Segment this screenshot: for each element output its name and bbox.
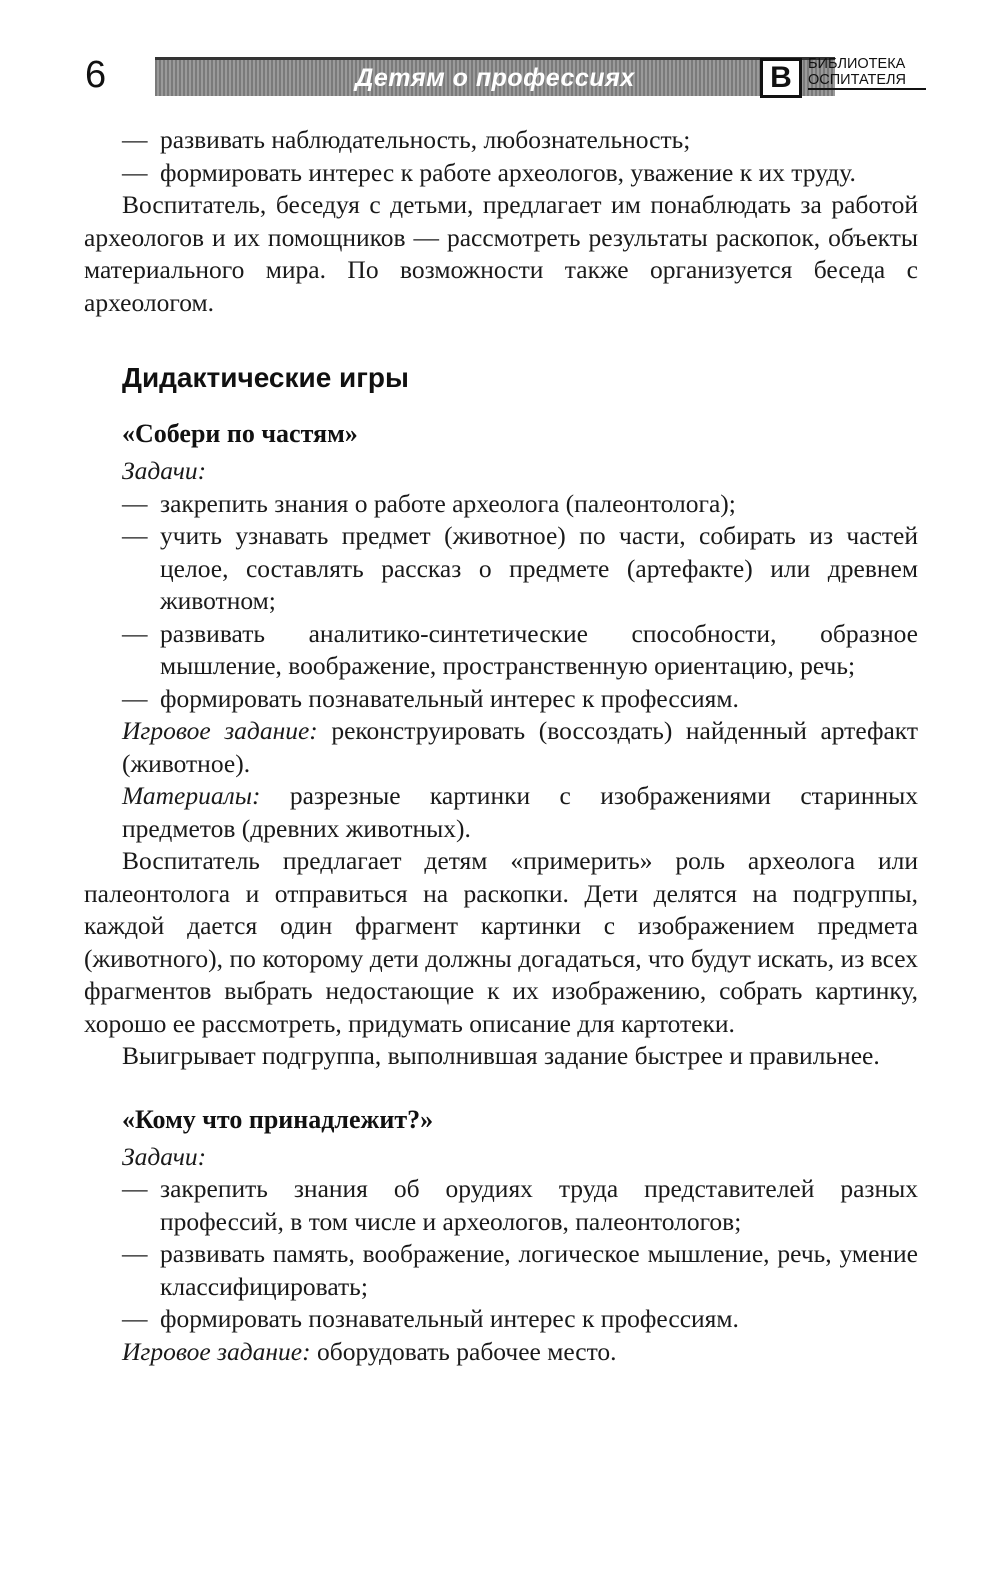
game-title-1: «Собери по частям»: [122, 419, 358, 448]
task-item: [122, 488, 918, 521]
task-item: [122, 618, 918, 683]
tasks-label-2: Задачи:: [122, 1141, 207, 1171]
game-task-label: Игровое задание:: [122, 1336, 311, 1366]
series-logo-text: [808, 56, 926, 90]
header-title: Детям о профессиях: [355, 64, 635, 92]
game-title-2: «Кому что принадлежит?»: [122, 1104, 434, 1134]
task-item-text: закрепить знания об орудиях труда представителей разных профессий, в том числе и археологов, палеонтологов;: [160, 1174, 918, 1236]
task-item: [122, 683, 918, 716]
game1-paragraph-1: Воспитатель предлагает детям «примерить» роль археолога или палеонтолога и отправиться на раскопки. Дети делятся на подгруппы, каждой дается один фрагмент картинки с изображением предмета (животного), по которому дети должны догадаться, что будут искать, из всех фрагментов выбрать недостающие к их изображению, собрать картинку, хорошо ее рассмотреть, придумать описание для картотеки.: [84, 846, 918, 1038]
intro-paragraph: Воспитатель, беседуя с детьми, предлагает им понаблюдать за работой археологов и их помощников — рассмотреть результаты раскопок, объекты материального мира. По возможности также организуется беседа с археологом.: [84, 190, 918, 317]
task-item: [122, 1238, 918, 1303]
series-logo-line2: ОСПИТАТЕЛЯ: [808, 72, 907, 88]
task-item: [122, 1303, 918, 1336]
task-item-text: развивать аналитико-синтетические способности, образное мышление, воображение, пространственную ориентацию, речь;: [160, 618, 918, 680]
intro-bullet-text: развивать наблюдательность, любознательность;: [160, 125, 691, 154]
page-header: [80, 52, 922, 100]
task-item-text: формировать познавательный интерес к профессиям.: [160, 683, 739, 713]
game1-paragraph-2: Выигрывает подгруппа, выполнившая задание быстрее и правильнее.: [122, 1041, 880, 1070]
page-body: [84, 124, 918, 1368]
section-heading: Дидактические игры: [122, 362, 409, 393]
game-task-text: оборудовать рабочее место.: [310, 1336, 617, 1366]
series-logo-letter: В: [760, 58, 802, 98]
game-task-label: Игровое задание:: [122, 716, 318, 745]
task-item-text: развивать память, воображение, логическое мышление, речь, умение классифицировать;: [160, 1239, 918, 1301]
materials-text: разрезные картинки с изображениями старинных предметов (древних животных).: [122, 781, 918, 843]
game-task-text: реконструировать (воссоздать) найденный артефакт (животное).: [122, 716, 918, 778]
page-number: 6: [85, 54, 107, 96]
task-item-text: учить узнавать предмет (животное) по части, собирать из частей целое, составлять рассказ о предмете (артефакте) или древнем животном;: [160, 521, 918, 615]
task-item: [122, 1173, 918, 1238]
game-task-2: [122, 1336, 918, 1369]
task-item: [122, 520, 918, 618]
spacer: [122, 1073, 918, 1103]
intro-bullet: [122, 157, 918, 190]
task-item-text: закрепить знания о работе археолога (палеонтолога);: [160, 488, 736, 518]
tasks-label-1: Задачи:: [122, 456, 207, 485]
game-task-1: [122, 715, 918, 780]
task-item-text: формировать познавательный интерес к профессиям.: [160, 1304, 739, 1333]
materials-label: Материалы:: [122, 781, 261, 810]
header-title-bar: [155, 57, 835, 96]
intro-bullet: [122, 124, 918, 157]
intro-bullet-text: формировать интерес к работе археологов, уважение к их труду.: [160, 157, 856, 187]
series-logo-line1: БИБЛИОТЕКА: [808, 56, 906, 72]
materials-1: [122, 780, 918, 845]
